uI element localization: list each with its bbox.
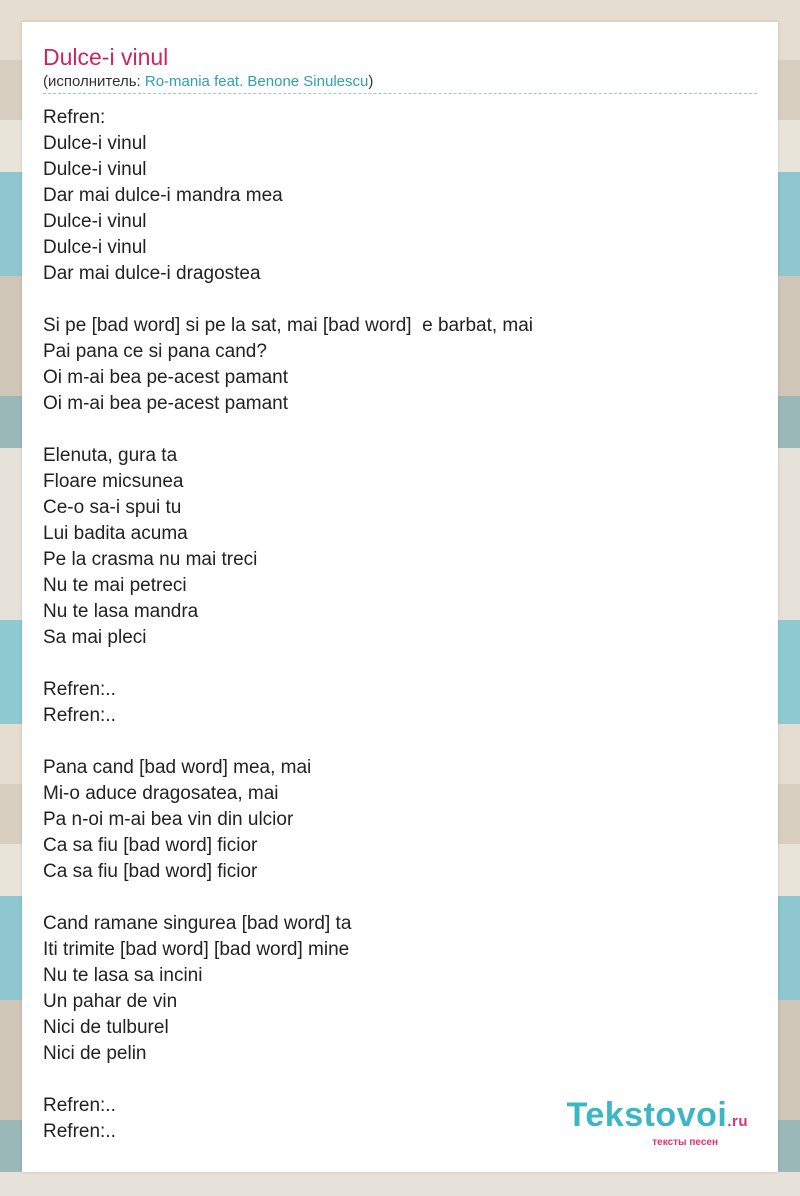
lyric-line: Dulce-i vinul: [43, 133, 147, 154]
lyric-line: Refren:..: [43, 679, 116, 700]
lyric-line: Dar mai dulce-i dragostea: [43, 263, 261, 284]
lyric-line: Floare micsunea: [43, 471, 184, 492]
lyric-line: Nu te lasa mandra: [43, 601, 199, 622]
lyric-line: Ca sa fiu [bad word] ficior: [43, 835, 258, 856]
lyric-line: Refren:..: [43, 1095, 116, 1116]
lyric-line: Dulce-i vinul: [43, 159, 147, 180]
artist-link[interactable]: Ro-mania feat. Benone Sinulescu: [144, 73, 369, 90]
lyric-line: Sa mai pleci: [43, 627, 147, 648]
lyric-line: Pa n-oi m-ai bea vin din ulcior: [43, 809, 294, 830]
logo-name: Tekstovoi: [566, 1096, 728, 1134]
lyric-line: Nici de pelin: [43, 1043, 147, 1064]
lyric-line: Cand ramane singurea [bad word] ta: [43, 913, 352, 934]
lyrics-text: [43, 105, 533, 1145]
lyric-line: Pana cand [bad word] mea, mai: [43, 757, 312, 778]
lyric-line: Oi m-ai bea pe-acest pamant: [43, 367, 289, 388]
logo-tagline: тексты песен: [652, 1137, 718, 1148]
lyric-line: Refren:..: [43, 1121, 116, 1142]
lyrics-card: [22, 22, 778, 1172]
lyric-line: Lui badita acuma: [43, 523, 188, 544]
song-title: Dulce-i vinul: [43, 44, 169, 70]
lyric-line: Nu te lasa sa incini: [43, 965, 203, 986]
lyric-line: Ce-o sa-i spui tu: [43, 497, 182, 518]
lyric-line: Mi-o aduce dragosatea, mai: [43, 783, 279, 804]
lyric-line: Nici de tulburel: [43, 1017, 169, 1038]
lyric-line: Si pe [bad word] si pe la sat, mai [bad word] e barbat, mai: [43, 315, 534, 336]
lyric-line: Elenuta, gura ta: [43, 445, 178, 466]
lyric-line: Refren:: [43, 107, 106, 128]
artist-line: [43, 72, 757, 94]
lyric-line: Dulce-i vinul: [43, 211, 147, 232]
lyric-line: Pe la crasma nu mai treci: [43, 549, 258, 570]
lyric-line: Dulce-i vinul: [43, 237, 147, 258]
logo-tld: .ru: [727, 1113, 748, 1130]
lyric-line: Pai pana ce si pana cand?: [43, 341, 267, 362]
artist-suffix: ): [368, 73, 374, 90]
lyric-line: Iti trimite [bad word] [bad word] mine: [43, 939, 350, 960]
lyric-line: Un pahar de vin: [43, 991, 178, 1012]
lyric-line: Refren:..: [43, 705, 116, 726]
lyric-line: Oi m-ai bea pe-acest pamant: [43, 393, 289, 414]
site-logo[interactable]: [567, 1098, 748, 1148]
lyric-line: Dar mai dulce-i mandra mea: [43, 185, 283, 206]
lyric-line: Ca sa fiu [bad word] ficior: [43, 861, 258, 882]
lyric-line: Nu te mai petreci: [43, 575, 187, 596]
artist-prefix: (исполнитель:: [43, 73, 145, 90]
